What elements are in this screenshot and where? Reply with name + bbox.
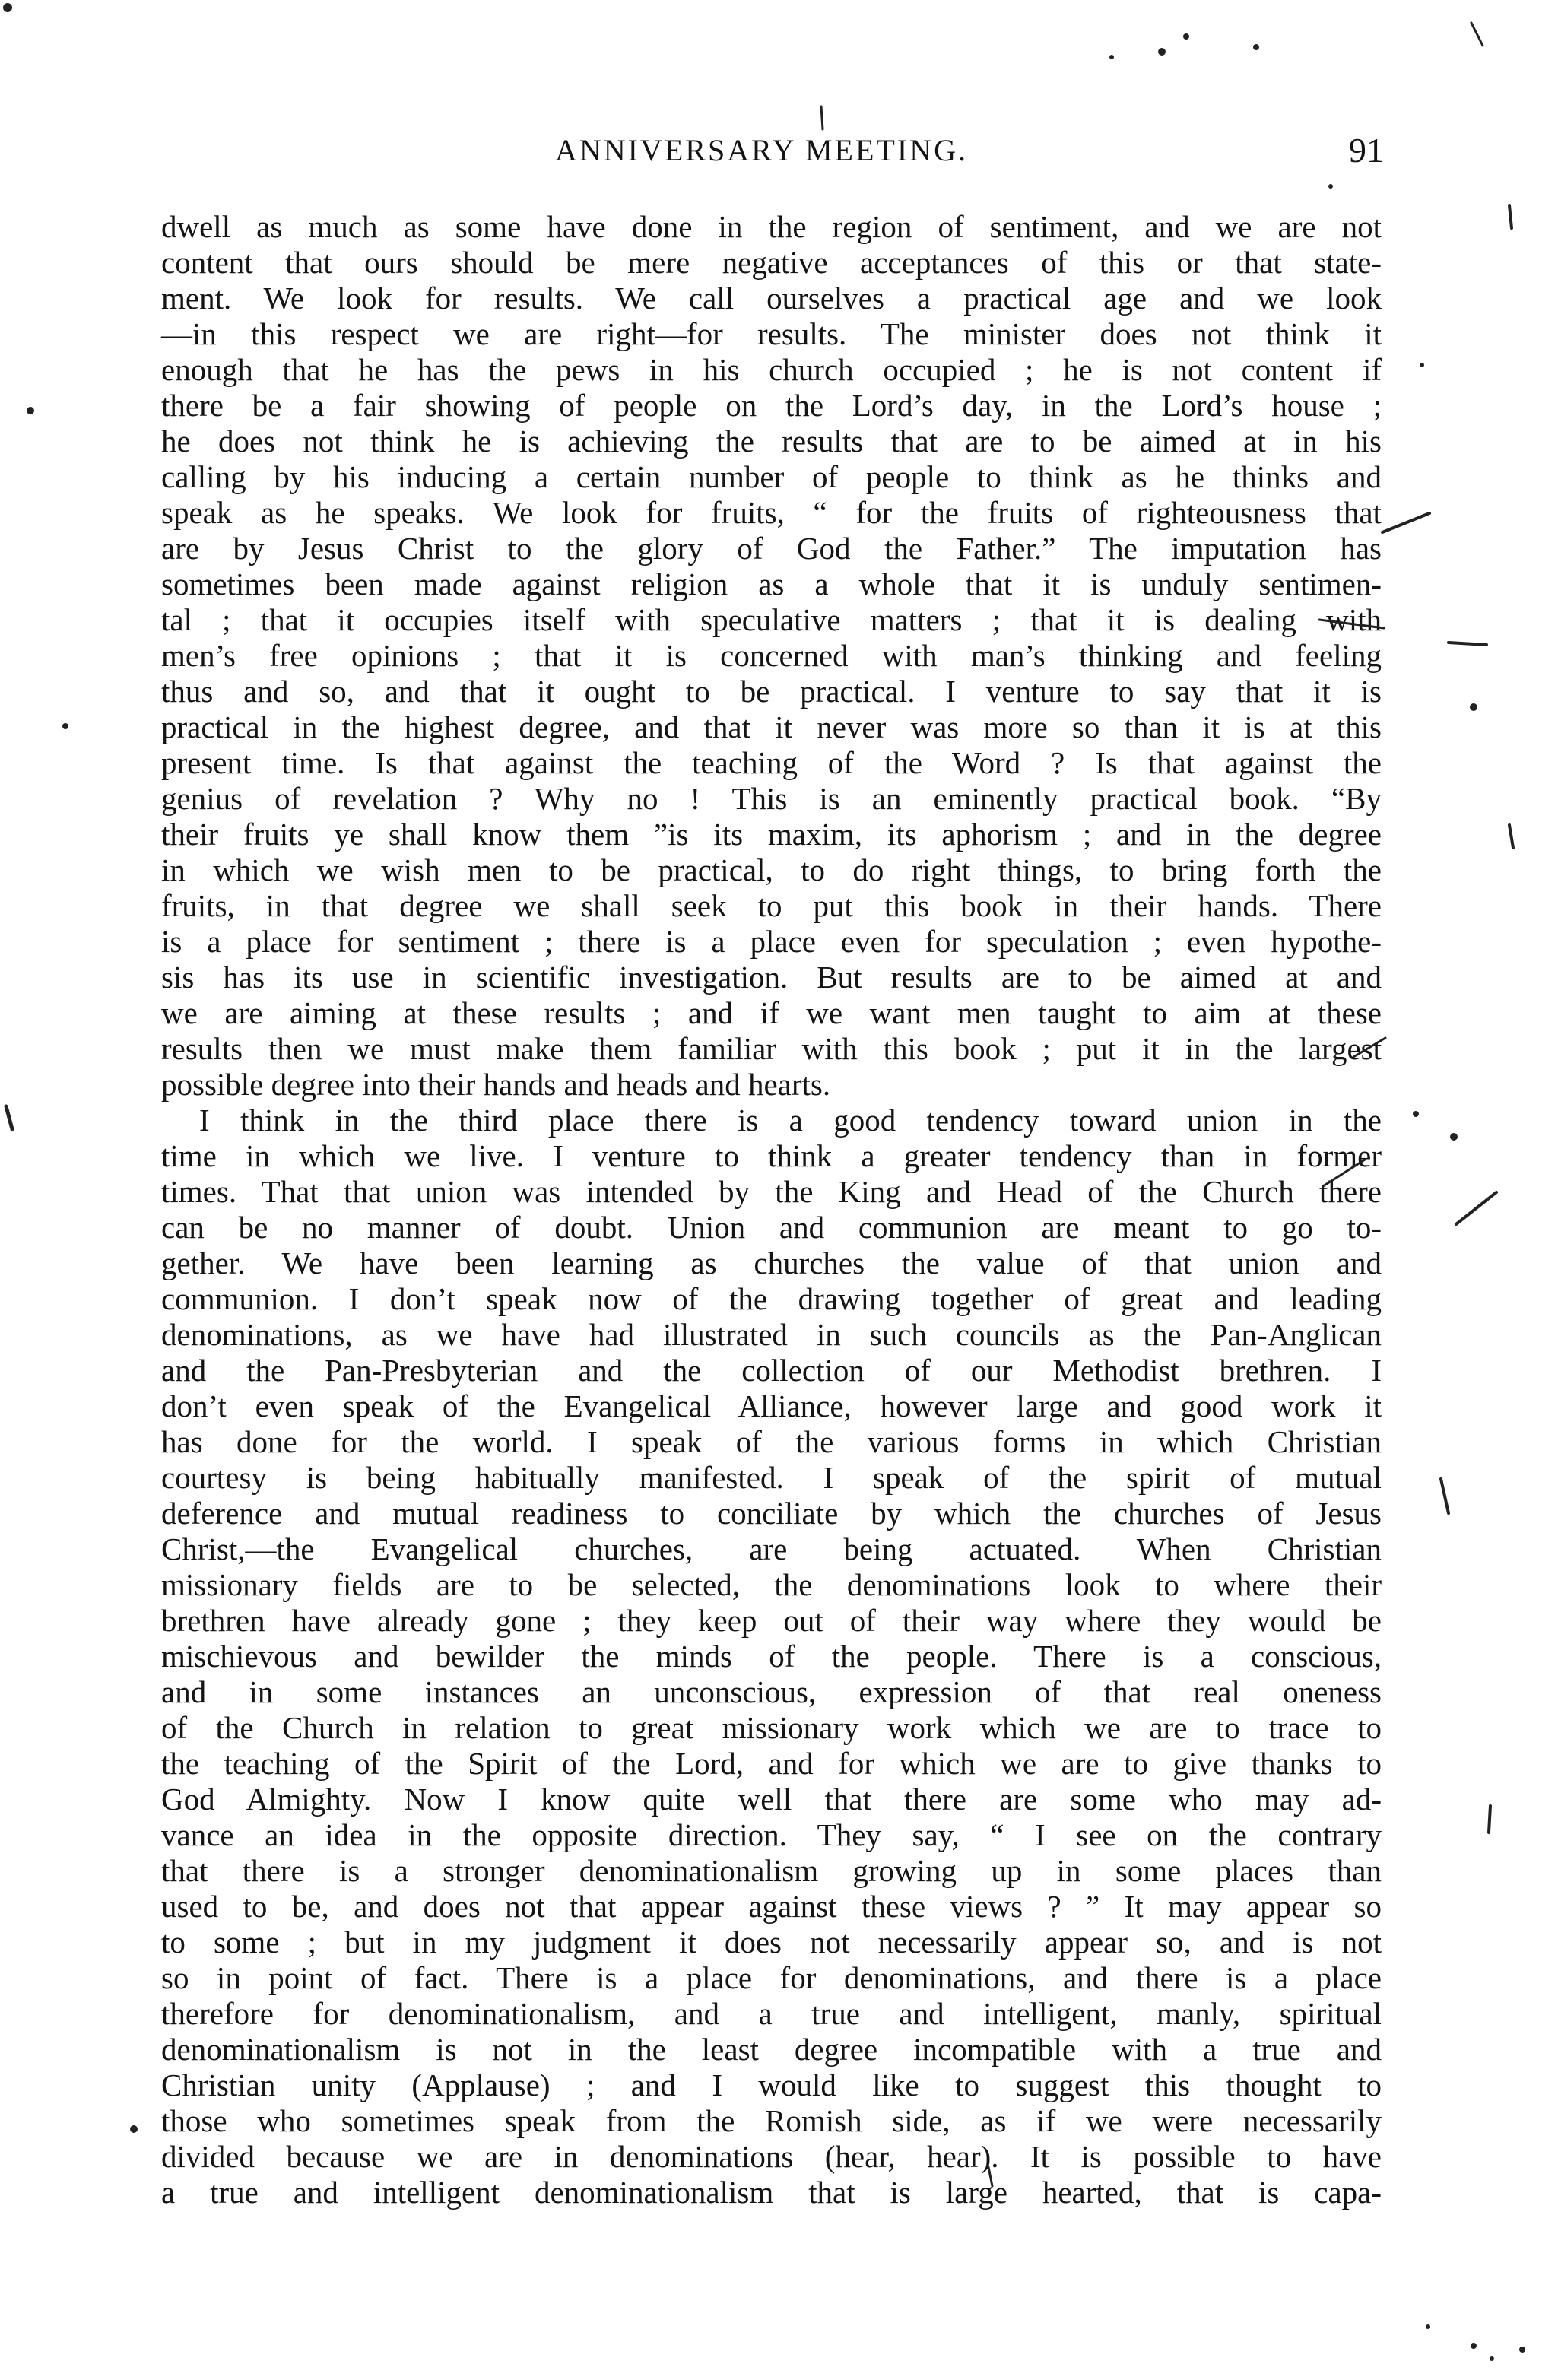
text-line: has done for the world. I speak of the various forms in which Christian xyxy=(161,1424,1382,1459)
margin-stroke xyxy=(1509,205,1512,228)
text-line: used to be, and does not that appear against these views ? ” It may appear so xyxy=(161,1889,1382,1924)
text-line: Christ,—the Evangelical churches, are being actuated. When Christian xyxy=(161,1531,1382,1566)
text-line: tal ; that it occupies itself with speculative matters ; that it is dealing with xyxy=(161,602,1382,637)
ink-speck xyxy=(1450,1133,1458,1141)
ink-speck xyxy=(1426,2324,1430,2329)
text-line: can be no manner of doubt. Union and communion are meant to go to- xyxy=(161,1210,1382,1245)
ink-speck xyxy=(1470,703,1477,711)
text-line: vance an idea in the opposite direction. They say, “ I see on the contrary xyxy=(161,1817,1382,1852)
ink-speck xyxy=(1490,2356,1494,2361)
text-line: calling by his inducing a certain number of people to think as he thinks and xyxy=(161,459,1382,494)
text-line: the teaching of the Spirit of the Lord, and for which we are to give thanks to xyxy=(161,1746,1382,1781)
ink-speck xyxy=(1471,2343,1477,2349)
page-header xyxy=(532,128,1384,173)
text-line: we are aiming at these results ; and if we want men taught to aim at these xyxy=(161,995,1382,1030)
margin-stroke xyxy=(1509,825,1513,848)
margin-stroke xyxy=(6,1106,12,1129)
text-line: to some ; but in my judgment it does not necessarily appear so, and is not xyxy=(161,1925,1382,1960)
text-line: God Almighty. Now I know quite well that there are some who may ad- xyxy=(161,1782,1382,1817)
text-line: times. That that union was intended by the King and Head of the Church there xyxy=(161,1174,1382,1209)
text-line: deference and mutual readiness to conciliate by which the churches of Jesus xyxy=(161,1496,1382,1531)
ink-speck xyxy=(1183,33,1189,40)
text-line: brethren have already gone ; they keep out of their way where they would be xyxy=(161,1603,1382,1638)
text-line: present time. Is that against the teaching of the Word ? Is that against the xyxy=(161,745,1382,780)
text-line: denominationalism is not in the least degree incompatible with a true and xyxy=(161,2032,1382,2067)
ink-speck xyxy=(1413,1111,1419,1117)
margin-stroke xyxy=(1449,643,1487,645)
text-line: practical in the highest degree, and that it never was more so than it is at this xyxy=(161,709,1382,744)
text-line: and the Pan-Presbyterian and the collection of our Methodist brethren. I xyxy=(161,1353,1382,1388)
text-line: time in which we live. I venture to think a greater tendency than in former xyxy=(161,1138,1382,1173)
text-line: is a place for sentiment ; there is a place even for speculation ; even hypothe- xyxy=(161,924,1382,959)
ink-speck xyxy=(1519,2347,1525,2353)
text-line: Christian unity (Applause) ; and I would like to suggest this thought to xyxy=(161,2067,1382,2102)
margin-stroke xyxy=(821,106,823,129)
text-line: a true and intelligent denominationalism that is large hearted, that is capa- xyxy=(161,2175,1382,2210)
ink-speck xyxy=(1420,363,1424,367)
text-line: speak as he speaks. We look for fruits, “ for the fruits of righteousness that xyxy=(161,495,1382,530)
ink-speck xyxy=(1253,44,1259,50)
text-line: thus and so, and that it ought to be practical. I venture to say that it is xyxy=(161,674,1382,709)
text-line: sis has its use in scientific investigation. But results are to be aimed at and xyxy=(161,960,1382,995)
text-line: in which we wish men to be practical, to do right things, to bring forth the xyxy=(161,852,1382,887)
text-line: content that ours should be mere negative acceptances of this or that state- xyxy=(161,245,1382,280)
ink-speck xyxy=(1109,55,1114,59)
text-line: enough that he has the pews in his church occupied ; he is not content if xyxy=(161,352,1382,387)
text-line: communion. I don’t speak now of the drawing together of great and leading xyxy=(161,1281,1382,1316)
ink-speck xyxy=(1158,48,1166,56)
text-line: are by Jesus Christ to the glory of God the Father.” The imputation has xyxy=(161,531,1382,566)
text-line: their fruits ye shall know them ”is its maxim, its aphorism ; and in the degree xyxy=(161,817,1382,852)
ink-speck xyxy=(62,723,68,729)
text-line: and in some instances an unconscious, expression of that real oneness xyxy=(161,1674,1382,1709)
paragraph-start-line: I think in the third place there is a good tendency toward union in the xyxy=(199,1103,1382,1138)
text-line: denominations, as we have had illustrated in such councils as the Pan-Anglican xyxy=(161,1317,1382,1352)
text-line: don’t even speak of the Evangelical Alliance, however large and good work it xyxy=(161,1388,1382,1423)
text-line: ment. We look for results. We call ourselves a practical age and we look xyxy=(161,281,1382,316)
text-line: that there is a stronger denominationalism growing up in some places than xyxy=(161,1853,1382,1888)
ink-speck xyxy=(3,3,12,12)
ink-speck xyxy=(130,2125,138,2133)
body-text xyxy=(161,209,1382,2210)
text-line: he does not think he is achieving the results that are to be aimed at in his xyxy=(161,424,1382,459)
margin-stroke xyxy=(1471,23,1483,46)
text-line: of the Church in relation to great missionary work which we are to trace to xyxy=(161,1710,1382,1745)
text-line: genius of revelation ? Why no ! This is an eminently practical book. “By xyxy=(161,781,1382,816)
margin-stroke xyxy=(1382,513,1429,532)
text-line: —in this respect we are right—for results. The minister does not think it xyxy=(161,316,1382,351)
text-line: courtesy is being habitually manifested. I speak of the spirit of mutual xyxy=(161,1460,1382,1495)
text-line: therefore for denominationalism, and a true and intelligent, manly, spiritual xyxy=(161,1996,1382,2031)
text-line: sometimes been made against religion as a whole that it is unduly sentimen- xyxy=(161,566,1382,601)
text-line: mischievous and bewilder the minds of the people. There is a conscious, xyxy=(161,1639,1382,1674)
text-line: divided because we are in denominations (hear, hear). It is possible to have xyxy=(161,2139,1382,2174)
ink-speck xyxy=(1328,184,1333,189)
text-line: fruits, in that degree we shall seek to put this book in their hands. There xyxy=(161,888,1382,923)
margin-stroke xyxy=(1456,1192,1496,1224)
text-line: dwell as much as some have done in the region of sentiment, and we are not xyxy=(161,209,1382,244)
text-line: those who sometimes speak from the Romish side, as if we were necessarily xyxy=(161,2103,1382,2138)
margin-stroke xyxy=(1489,1806,1490,1833)
paragraph-end-line: possible degree into their hands and heads and hearts. xyxy=(161,1067,831,1102)
ink-speck xyxy=(27,407,34,414)
text-line: so in point of fact. There is a place for denominations, and there is a place xyxy=(161,1960,1382,1995)
text-line: there be a fair showing of people on the Lord’s day, in the Lord’s house ; xyxy=(161,388,1382,423)
page-number: 91 xyxy=(1349,131,1384,170)
running-head: ANNIVERSARY MEETING. xyxy=(555,133,968,167)
text-line: men’s free opinions ; that it is concerned with man’s thinking and feeling xyxy=(161,638,1382,673)
margin-stroke xyxy=(1441,1479,1449,1513)
text-line: gether. We have been learning as churches the value of that union and xyxy=(161,1246,1382,1280)
text-line: missionary fields are to be selected, the denominations look to where their xyxy=(161,1567,1382,1602)
text-line: results then we must make them familiar with this book ; put it in the largest xyxy=(161,1031,1382,1066)
